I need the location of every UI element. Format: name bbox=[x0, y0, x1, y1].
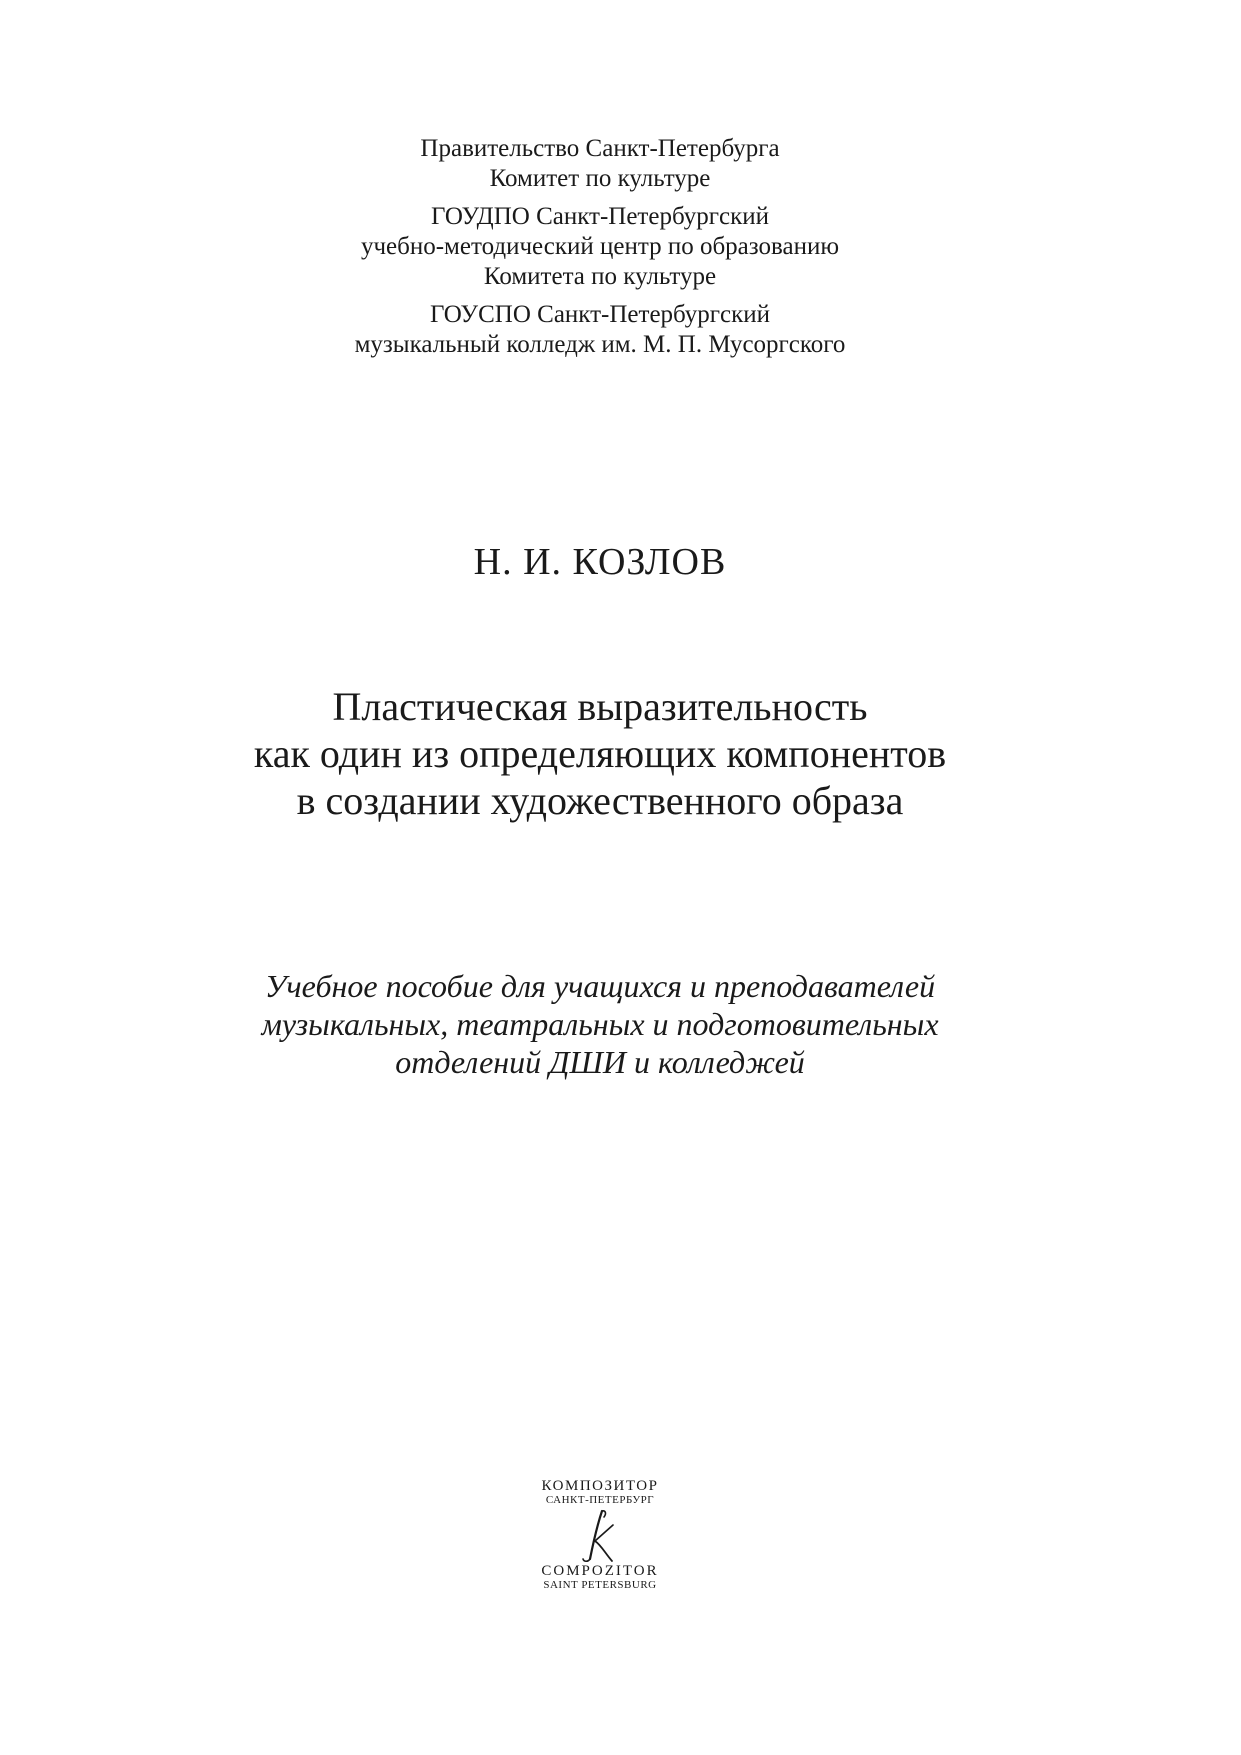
institution-line: ГОУДПО Санкт-Петербургский bbox=[431, 203, 769, 230]
title-line: Пластическая выразительность bbox=[332, 684, 868, 729]
author-name: Н. И. КОЗЛОВ bbox=[473, 541, 727, 583]
publisher-city-ru: САНКТ-ПЕТЕРБУРГ bbox=[545, 1494, 655, 1506]
subtitle-line: Учебное пособие для учащихся и преподавателей bbox=[264, 968, 936, 1004]
institution-methodical-center bbox=[0, 202, 1200, 292]
publisher-city-en: SAINT PETERSBURG bbox=[543, 1579, 657, 1591]
institution-line: учебно-методический центр по образованию bbox=[360, 233, 840, 260]
institution-line: Правительство Санкт-Петербурга bbox=[420, 135, 780, 162]
institution-line: Комитета по культуре bbox=[483, 263, 717, 290]
institution-government bbox=[0, 134, 1200, 194]
institution-line: ГОУСПО Санкт-Петербургский bbox=[429, 301, 771, 328]
institution-line: Комитет по культуре bbox=[489, 165, 711, 192]
subtitle-line: музыкальных, театральных и подготовительных bbox=[261, 1006, 939, 1042]
publisher-imprint bbox=[500, 1478, 700, 1592]
title-line: в создании художественного образа bbox=[296, 778, 904, 823]
compozitor-k-logo-icon bbox=[580, 1509, 620, 1563]
institution-music-college bbox=[0, 300, 1200, 360]
institution-line: музыкальный колледж им. М. П. Мусоргского bbox=[354, 331, 846, 358]
book-subtitle bbox=[0, 967, 1200, 1081]
title-line: как один из определяющих компонентов bbox=[253, 731, 947, 776]
publisher-name-ru: КОМПОЗИТОР bbox=[541, 1478, 659, 1494]
institutions-block bbox=[0, 134, 1200, 368]
subtitle-line: отделений ДШИ и колледжей bbox=[395, 1044, 805, 1080]
book-title bbox=[0, 683, 1200, 824]
publisher-name-en: COMPOZITOR bbox=[541, 1563, 659, 1579]
